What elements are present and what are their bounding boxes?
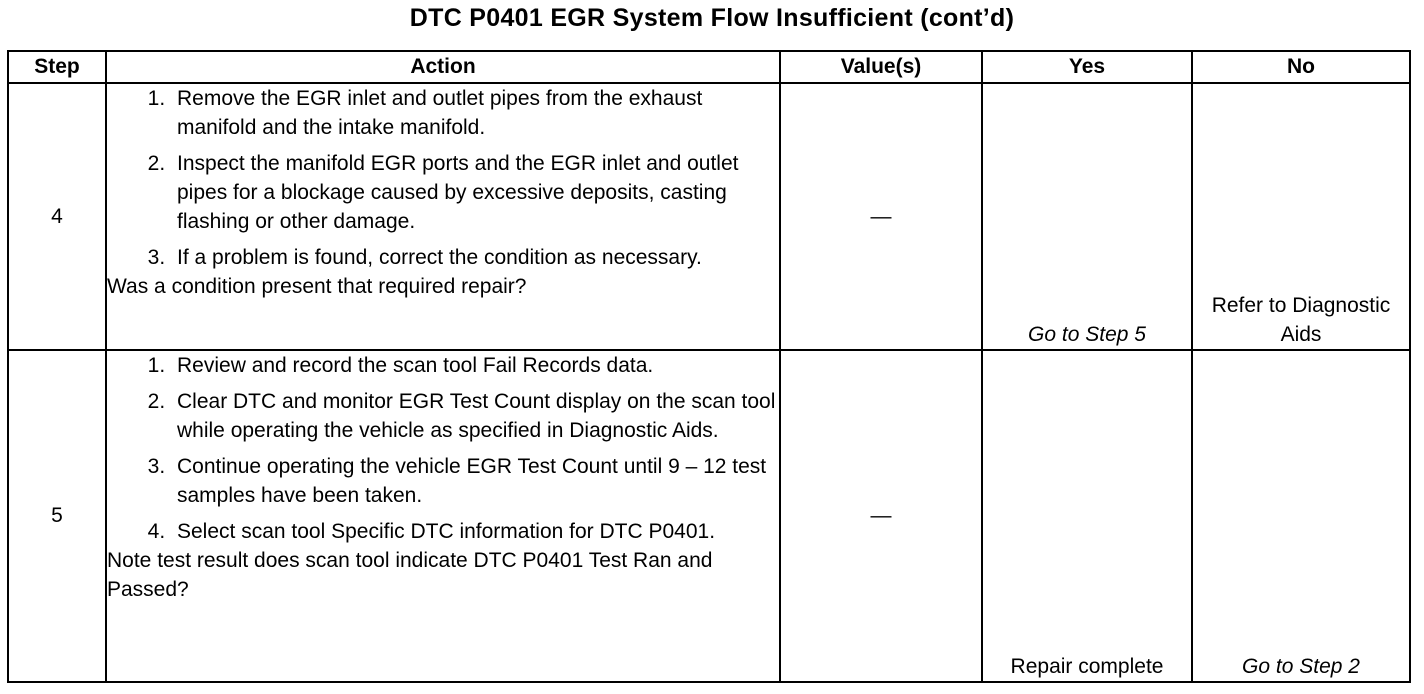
action-list xyxy=(107,84,779,272)
action-item: 1. Remove the EGR inlet and outlet pipes from the exhaust manifold and the intake manifold. xyxy=(171,84,779,142)
column-header-yes: Yes xyxy=(982,51,1192,83)
action-item: 3. Continue operating the vehicle EGR Test Count until 9 – 12 test samples have been taken. xyxy=(171,452,779,510)
table-row xyxy=(8,83,1410,350)
column-header-no: No xyxy=(1192,51,1410,83)
action-cell xyxy=(106,350,780,682)
column-header-values: Value(s) xyxy=(780,51,982,83)
table-row xyxy=(8,350,1410,682)
header-row xyxy=(8,51,1410,83)
yes-outcome: Repair complete xyxy=(982,350,1192,682)
action-list xyxy=(107,351,779,546)
action-item: 4. Select scan tool Specific DTC information for DTC P0401. xyxy=(171,517,779,546)
column-header-step: Step xyxy=(8,51,106,83)
step-number: 4 xyxy=(8,83,106,350)
no-outcome: Go to Step 2 xyxy=(1192,350,1410,682)
yes-outcome: Go to Step 5 xyxy=(982,83,1192,350)
action-item: 2. Clear DTC and monitor EGR Test Count display on the scan tool while operating the vehicle as specified in Diagnostic Aids. xyxy=(171,387,779,445)
no-outcome xyxy=(1192,83,1410,350)
page-title: DTC P0401 EGR System Flow Insufficient (cont’d) xyxy=(409,4,1015,32)
column-header-action: Action xyxy=(106,51,780,83)
action-item: 1. Review and record the scan tool Fail Records data. xyxy=(171,351,779,380)
value-cell: — xyxy=(780,83,982,350)
action-item: 2. Inspect the manifold EGR ports and the EGR inlet and outlet pipes for a blockage caused by excessive deposits, casting flashing or other damage. xyxy=(171,149,779,236)
no-outcome-text: Refer to Diagnostic Aids xyxy=(1211,294,1391,346)
action-item: 3. If a problem is found, correct the condition as necessary. xyxy=(171,243,779,272)
action-question: Was a condition present that required repair? xyxy=(107,275,527,298)
step-number: 5 xyxy=(8,350,106,682)
diagnostic-table xyxy=(7,50,1411,683)
action-question: Note test result does scan tool indicate DTC P0401 Test Ran and Passed? xyxy=(107,549,713,601)
action-cell xyxy=(106,83,780,350)
value-cell: — xyxy=(780,350,982,682)
